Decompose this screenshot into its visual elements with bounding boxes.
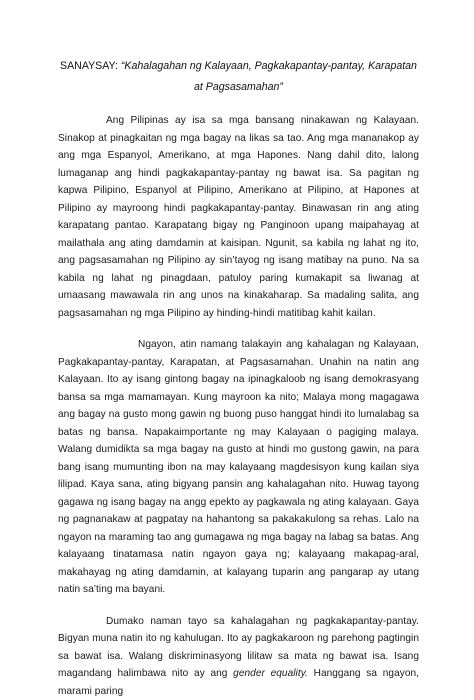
essay-title <box>58 56 419 98</box>
paragraph-3-emphasis: gender equality. <box>233 668 308 679</box>
paragraph-3 <box>58 613 419 700</box>
paragraph-2: Ngayon, atin namang talakayin ang kahalagan ng Kalayaan, Pagkakapantay-pantay, Karapatan, at Pagsasamahan. Unahin na natin ang Kalayaan. Ito ay isang gintong bagay na ipinagkaloob ng isang demokrasyang bansa sa mga mamamayan. Kung mayroon ka nito; Malaya mong magagawa ang bagay na gusto mong gawin ng buong puso hanggat hindi ito lumalabag sa batas ng bansa. Napakaimportante ng may Kalayaan o pagiging malaya. Walang dumidikta sa mga bagay na gusto at hindi mo gustong gawin, na para bang isang mumunting ibon na may kalayaang magdesisyon kung kailan siya lilipad. Kaya sana, ating bigyang pansin ang kahalagahan nito. Huwag tayong gagawa ng isang bagay na angg epekto ay pagkawala ng ating kalayaan. Gaya ng pagnanakaw at pagpatay na hahantong sa pakakakulong sa rehas. Lalo na ngayon na maraming tao ang gumagawa ng mga bagay na labag sa batas. Ang kalayaang tinatamasa natin ngayon gaya ng; kalayaang makapag-aral, makahayag ng ating damdamin, at kalayang tuparin ang pangarap ay utang natin sa’ting ma bayani. <box>58 336 419 599</box>
paragraph-1: Ang Pilipinas ay isa sa mga bansang ninakawan ng Kalayaan. Sinakop at pinagkaitan ng mga bagay na likas sa tao. Ang mga mananakop ay ang mga Espanyol, Amerikano, at mga Hapones. Nang dahil dito, lalong lumaganap ang hindi pagkakapantay-pantay ng bawat isa. Sa pagitan ng kapwa Pilipino, Espanyol at Pilipino, Amerikano at Pilipino, at Hapones at Pilipino ay mayroong hindi pagkakapantay-pantay. Binawasan rin ang ating karapatang pantao. Karapatang bigay ng Panginoon upang maipahayag at mailathala ang ating damdamin at kaisipan. Ngunit, sa kabila ng lahat ng ito, ang pagsasamahan ng Pilipino ay sin’tayog ng isang matibay na puno. Na sa kabila ng lahat ng pinagdaan, patuloy paring kumakapit sa liwanag at umaasang mawawala rin ang unos na kinakaharap. Sa madaling salita, ang pagsasamahan ng mga Pilipino ay hinding-hindi matitibag kahit kailan. <box>58 112 419 322</box>
paragraph-3-text-after: Hanggang sa ngayon, marami paring <box>58 668 419 697</box>
title-text: “Kahalagahan ng Kalayaan, Pagkakapantay-pantay, Karapatan at Pagsasamahan” <box>121 60 417 93</box>
paragraph-3-text-before: Dumako naman tayo sa kahalagahan ng pagkakapantay-pantay. Bigyan muna natin ito ng kahulugan. Ito ay pagkakaroon ng parehong pagtingin sa bawat isa. Walang diskriminasyong lilitaw sa mata ng bawat isa. Isang magandang halimbawa nito ay ang <box>58 616 419 680</box>
title-label: SANAYSAY: <box>60 60 118 72</box>
